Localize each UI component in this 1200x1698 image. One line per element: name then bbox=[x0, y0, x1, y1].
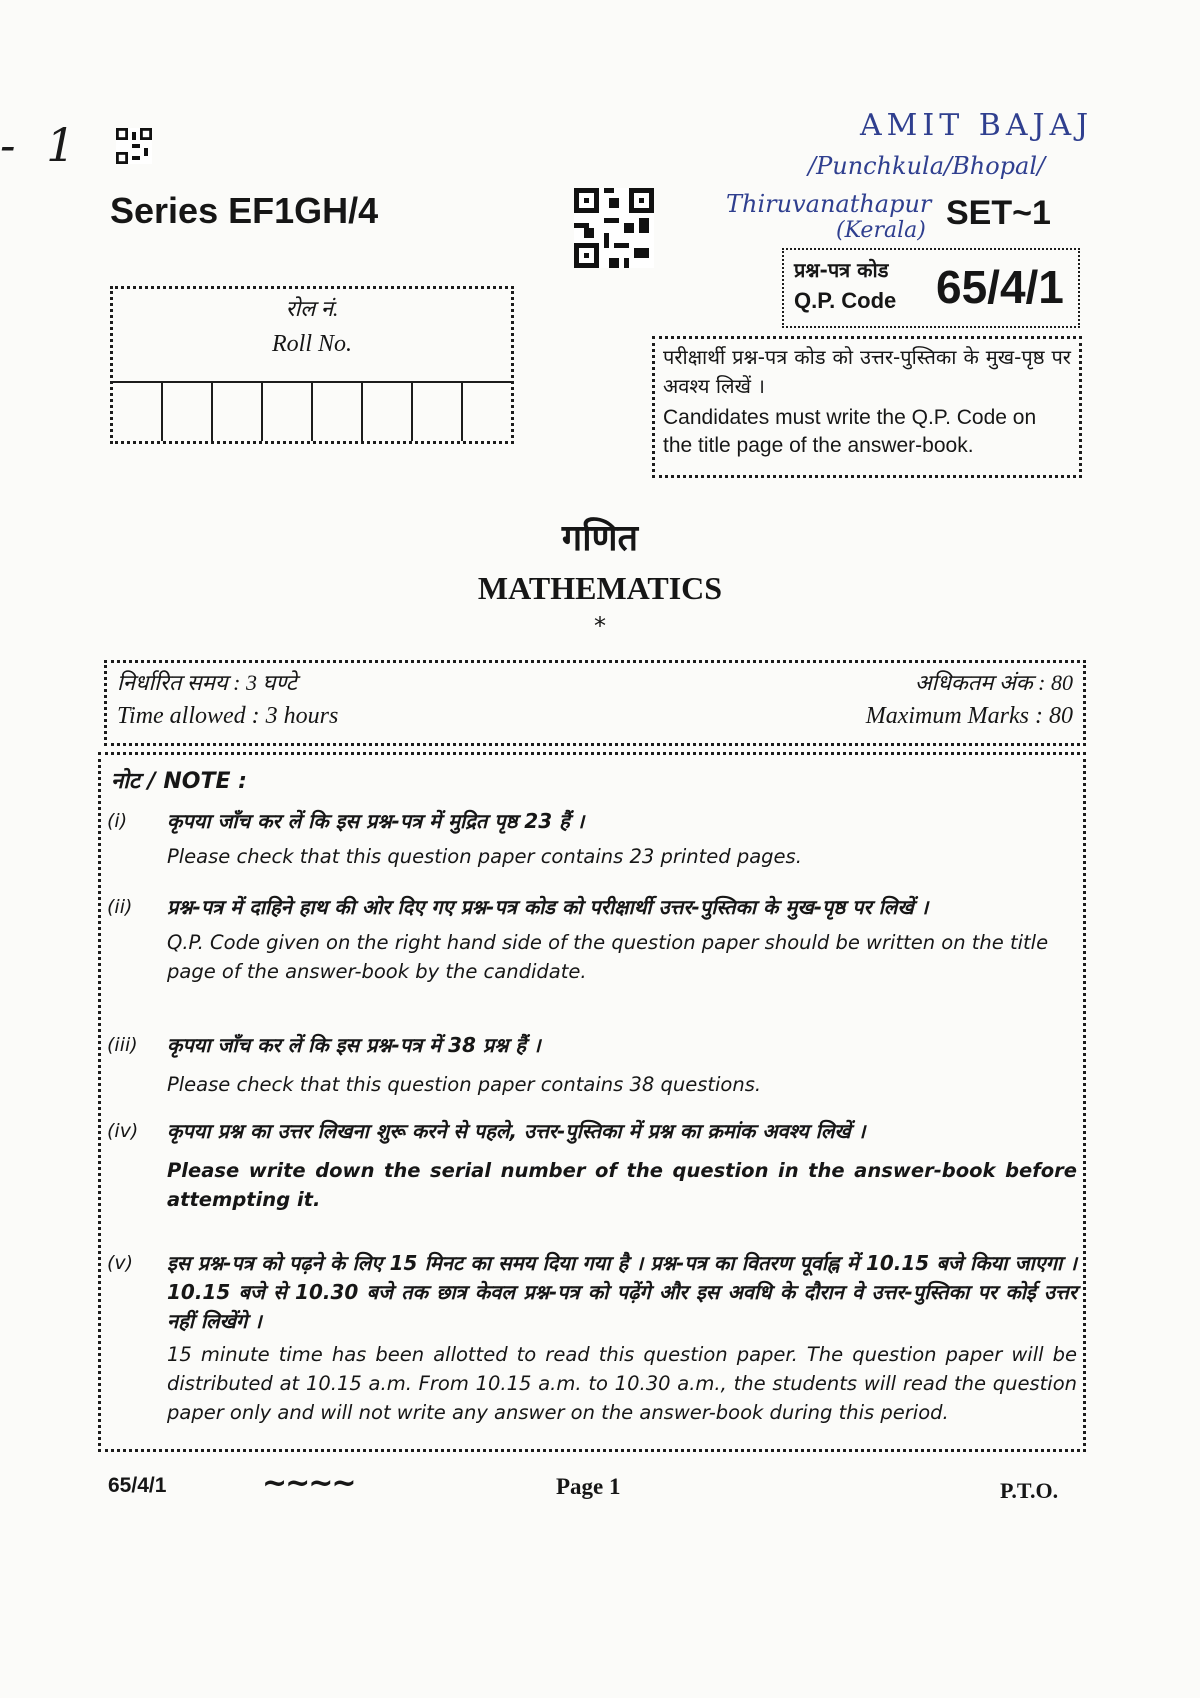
roll-number-box bbox=[110, 286, 514, 444]
note-text-hi: कृपया प्रश्न का उत्तर लिखना शुरू करने से पहले, उत्तर-पुस्तिका में प्रश्न का क्रमांक अवश्य लिखें । bbox=[167, 1119, 866, 1143]
roll-digit-cell[interactable] bbox=[313, 383, 363, 441]
footer-tilde: ~~~~ bbox=[262, 1466, 355, 1501]
roll-label-en: Roll No. bbox=[271, 331, 352, 357]
roll-digit-cell[interactable] bbox=[163, 383, 213, 441]
note-text-hi: कृपया जाँच कर लें कि इस प्रश्न-पत्र में मुद्रित पृष्ठ 23 हैं । bbox=[167, 809, 585, 833]
roll-digit-cell[interactable] bbox=[213, 383, 263, 441]
note-box bbox=[98, 752, 1086, 1452]
page-number: Page 1 bbox=[556, 1474, 621, 1499]
qp-code-instruction bbox=[652, 336, 1082, 478]
footer-code: 65/4/1 bbox=[108, 1474, 167, 1497]
handwritten-state: (Kerala) bbox=[836, 218, 926, 243]
roll-digit-cell[interactable] bbox=[263, 383, 313, 441]
pto-label: P.T.O. bbox=[1000, 1478, 1059, 1503]
max-marks-en: Maximum Marks : 80 bbox=[865, 703, 1073, 729]
handwritten-city: Thiruvanathapur bbox=[726, 190, 932, 218]
qp-instruction-hi: परीक्षार्थी प्रश्न-पत्र कोड को उत्तर-पुस्तिका के मुख-पृष्ठ पर अवश्य लिखें । bbox=[663, 345, 1071, 398]
series-label: Series EF1GH/4 bbox=[110, 190, 379, 231]
note-number: (i) bbox=[107, 810, 128, 832]
max-marks-hi: अधिकतम अंक : 80 bbox=[914, 670, 1073, 695]
qp-code-label-hi: प्रश्न-पत्र कोड bbox=[794, 258, 889, 282]
title-en: MATHEMATICS bbox=[477, 570, 723, 606]
title-asterisk: * bbox=[594, 612, 606, 640]
note-text-hi: कृपया जाँच कर लें कि इस प्रश्न-पत्र में 38 प्रश्न हैं । bbox=[167, 1033, 541, 1057]
handwritten-places: /Punchkula/Bhopal/ bbox=[808, 152, 1046, 180]
note-text-en: Please check that this question paper contains 23 printed pages. bbox=[167, 845, 802, 868]
roll-number-cells bbox=[113, 381, 511, 441]
small-qr-code bbox=[116, 128, 152, 164]
handwritten-name: AMIT BAJAJ bbox=[860, 108, 1094, 143]
roll-digit-cell[interactable] bbox=[413, 383, 463, 441]
note-text-hi: प्रश्न-पत्र में दाहिने हाथ की ओर दिए गए प्रश्न-पत्र कोड को परीक्षार्थी उत्तर-पुस्तिका के मुख-पृष्ठ पर लिखें । bbox=[167, 895, 929, 919]
qp-code-box bbox=[782, 248, 1080, 328]
note-text-hi: इस प्रश्न-पत्र को पढ़ने के लिए 15 मिनट का समय दिया गया है । प्रश्न-पत्र का वितरण पूर्वाह्न में 10.15 बजे किया जाएगा । 10.15 बजे से 10.30 बजे तक छात्र केवल प्रश्न-पत्र को पढ़ेंगे और इस अवधि के दौरान वे उत्तर-पुस्तिका पर कोई उत्तर नहीं लिखेंगे । bbox=[167, 1251, 1077, 1333]
qp-code-label-en: Q.P. Code bbox=[794, 288, 897, 313]
note-number: (iv) bbox=[107, 1120, 139, 1142]
qr-code bbox=[574, 188, 654, 268]
set-label: SET~1 bbox=[946, 194, 1051, 232]
note-text-en: 15 minute time has been allotted to read this question paper. The question paper will be distributed at 10.15 a.m. From 10.15 a.m. to 10.30 a.m., the students will read the question paper only and will not write any answer on the answer-book during this period. bbox=[167, 1343, 1077, 1424]
roll-digit-cell[interactable] bbox=[463, 383, 511, 441]
qp-instruction-en: Candidates must write the Q.P. Code on the title page of the answer-book. bbox=[663, 406, 1037, 457]
time-allowed-hi: निर्धारित समय : 3 घण्टे bbox=[117, 670, 297, 695]
time-allowed-en: Time allowed : 3 hours bbox=[117, 703, 339, 729]
title-hi: गणित bbox=[561, 518, 639, 559]
roll-digit-cell[interactable] bbox=[363, 383, 413, 441]
roll-digit-cell[interactable] bbox=[113, 383, 163, 441]
note-text-en: Please check that this question paper contains 38 questions. bbox=[167, 1073, 762, 1096]
note-number: (ii) bbox=[107, 896, 133, 918]
note-number: (v) bbox=[107, 1252, 134, 1274]
time-marks-box bbox=[104, 660, 1086, 746]
note-text-en: Please write down the serial number of the question in the answer-book before attempting it. bbox=[167, 1159, 1077, 1211]
note-number: (iii) bbox=[107, 1034, 138, 1056]
note-text-en: Q.P. Code given on the right hand side of the question paper should be written on the title page of the answer-book by the candidate. bbox=[167, 931, 1049, 983]
note-heading: नोट / NOTE : bbox=[111, 769, 247, 794]
margin-mark: - 1 bbox=[0, 118, 84, 172]
roll-label-hi: रोल नं. bbox=[285, 296, 339, 321]
qp-code-value: 65/4/1 bbox=[936, 261, 1064, 313]
